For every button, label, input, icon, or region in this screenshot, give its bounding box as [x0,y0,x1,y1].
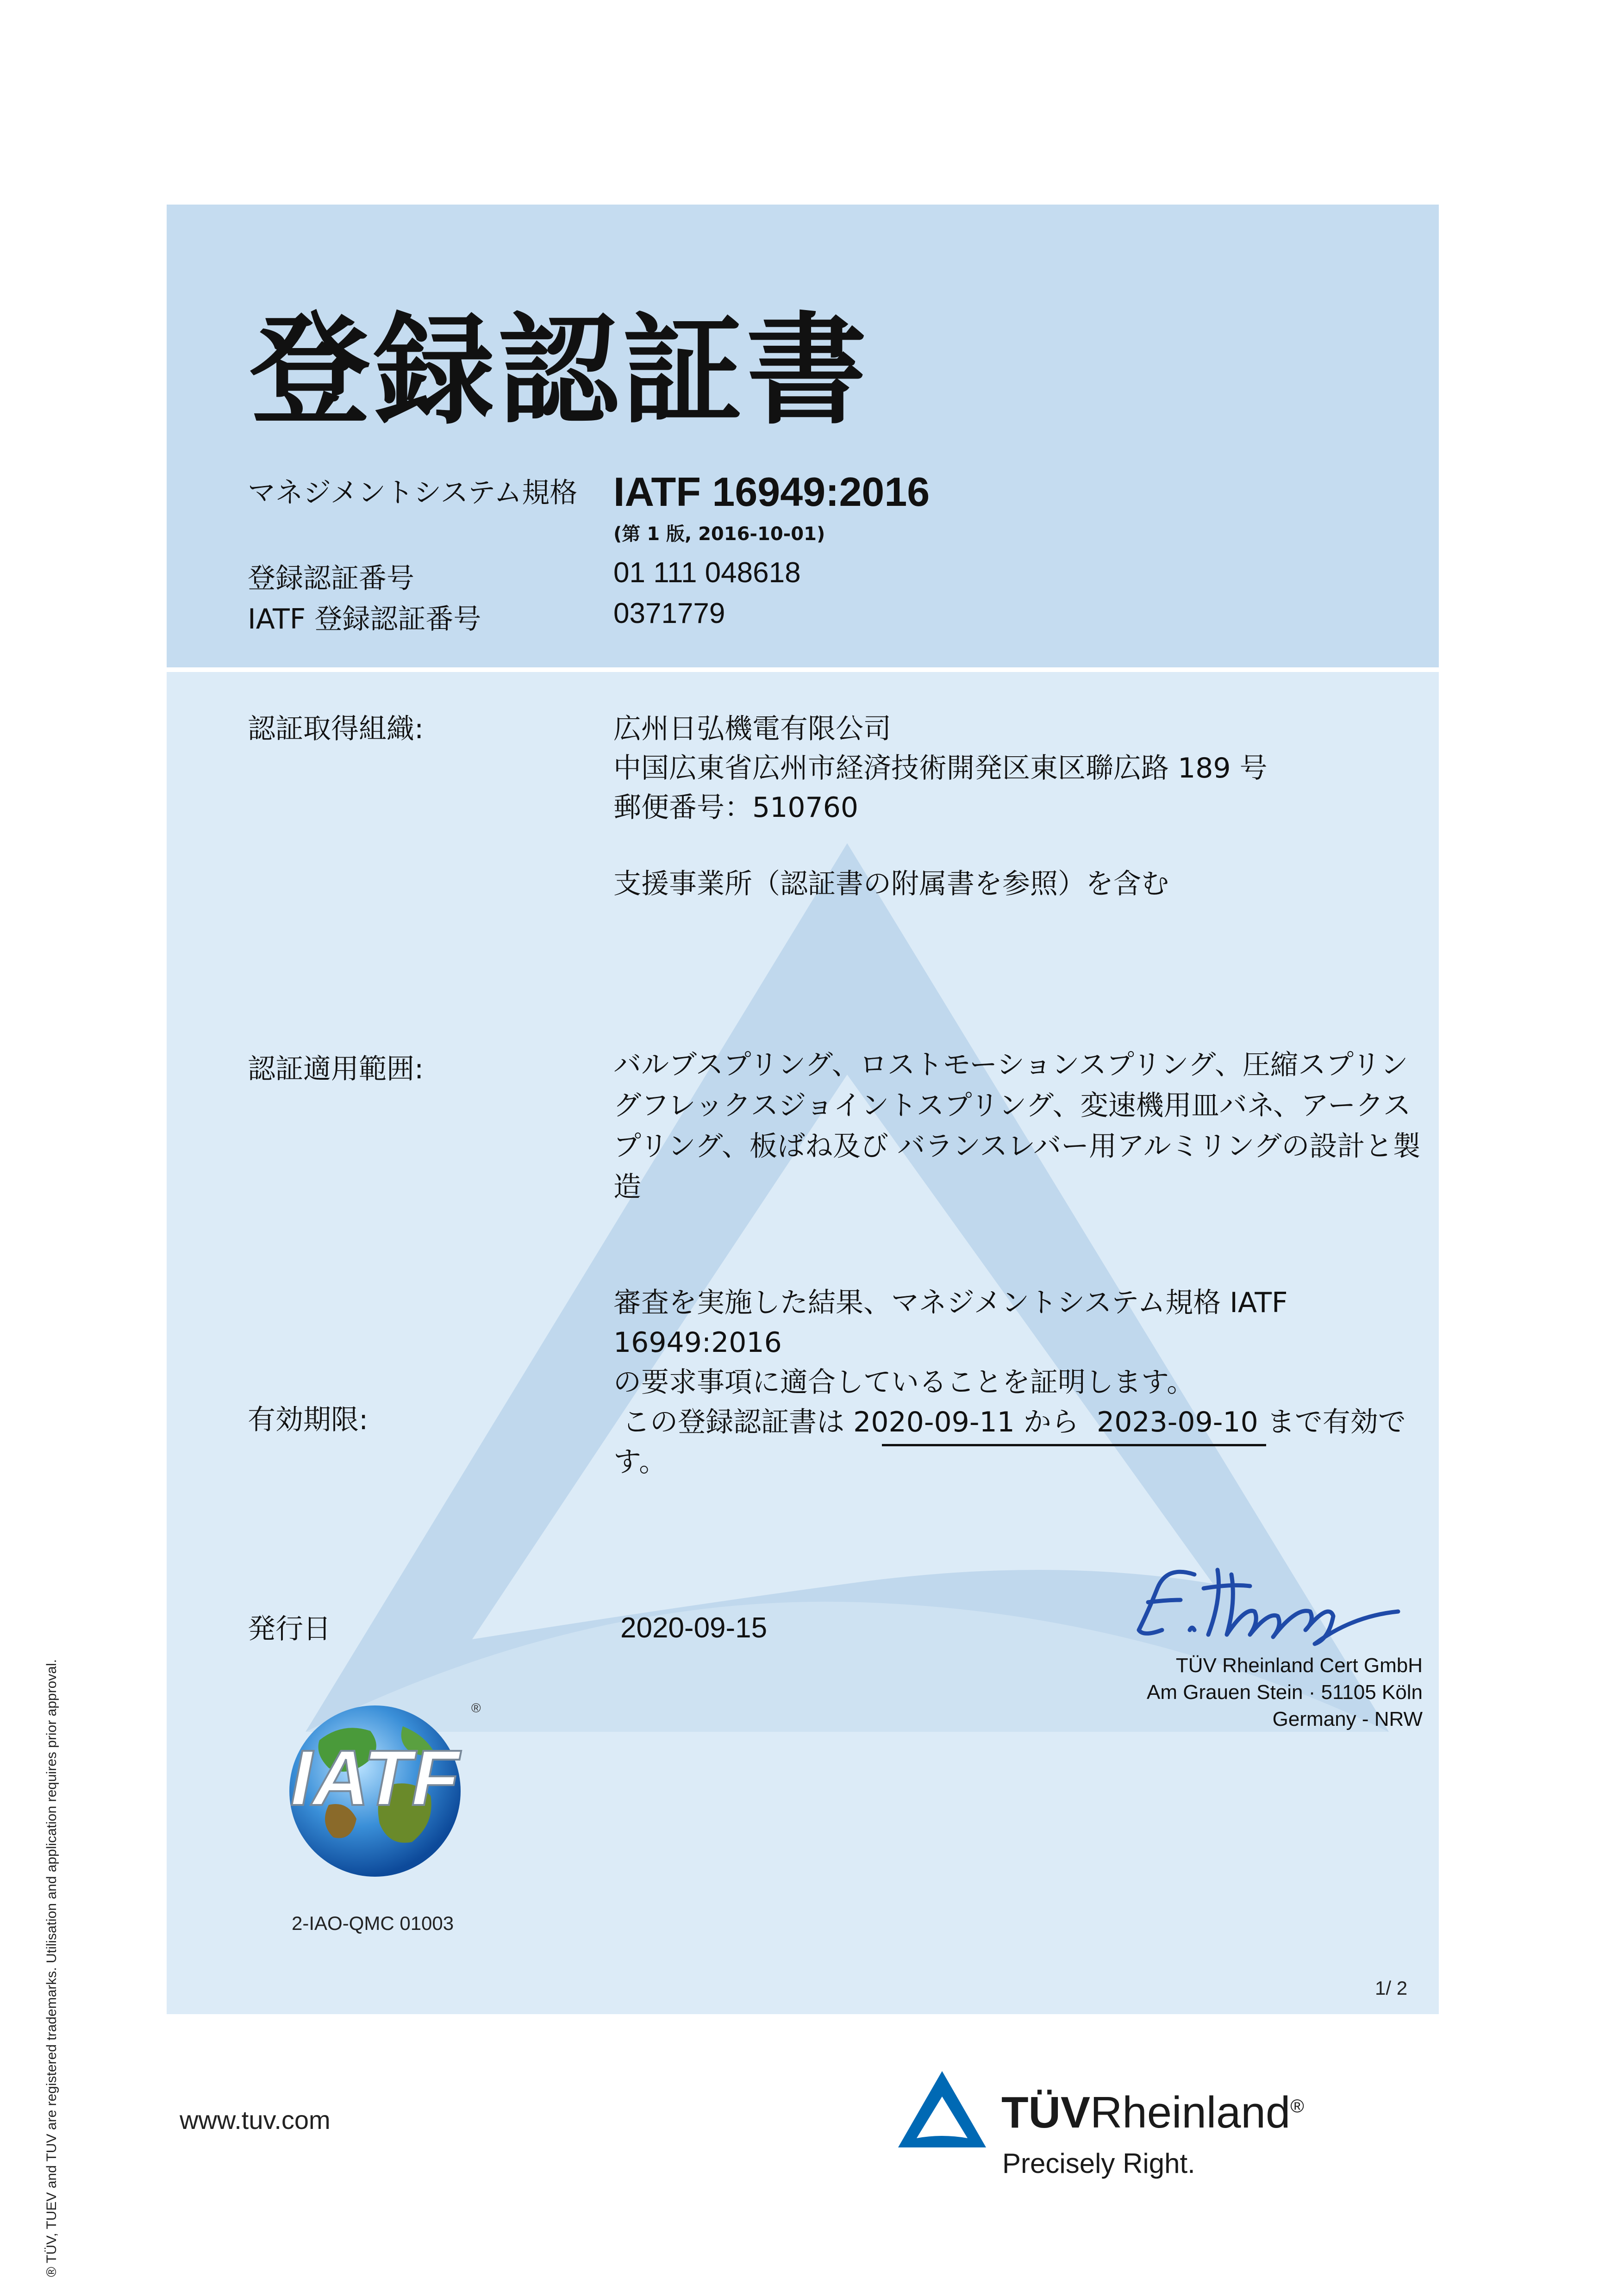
validity-label: 有効期限: [248,1404,369,1436]
organization-postal: 郵便番号：510760 [613,791,859,824]
issuer-country: Germany - NRW [1272,1708,1423,1730]
issue-date-label: 発行日 [248,1613,331,1645]
iatf-number: 0371779 [613,597,725,629]
conformity-statement [613,1283,1433,1482]
svg-text:®: ® [471,1701,481,1715]
standard-label: マネジメントシステム規格 [248,477,578,509]
website-link[interactable]: www.tuv.com [180,2105,331,2134]
page-number: 1/ 2 [1375,1977,1408,1999]
tuv-brand-name [1001,2087,1304,2138]
validity-period-line: この登録認証書は 2020-09-11 から 2023-09-10 まで有効で [613,1406,1406,1438]
standard-name: IATF 16949:2016 [613,469,930,515]
cert-number: 01 111 048618 [613,557,801,589]
support-sites-note: 支援事業所（認証書の附属書を参照）を含む [613,868,1169,900]
tuv-triangle-logo-icon [896,2069,988,2152]
cert-number-label: 登録認証番号 [248,562,414,595]
trademark-side-note: ® TÜV, TUEV and TUV are registered trademarks. Utilisation and application requires prior approval. [44,1659,59,2277]
tuv-brand-bold: TÜV [1001,2088,1090,2137]
issuer-company: TÜV Rheinland Cert GmbH [1175,1654,1423,1677]
scope-label: 認証適用範囲: [248,1053,424,1085]
organization-address: 中国広東省広州市経済技術開発区東区聯広路 189 号 [613,752,1268,784]
conformity-line-3: の要求事項に適合していることを証明します。 [613,1366,1195,1399]
signature-line [882,1444,1266,1446]
scope-text: バルブスプリング、ロストモーションスプリング、圧縮スプリングフレックスジョイントスプリング、変速機用皿バネ、アークスプリング、板ばね及び バランスレバー用アルミリングの設計と製造 [613,1049,1421,1203]
tuv-brand-registered: ® [1290,2096,1304,2116]
tuv-brand-rest: Rheinland [1090,2088,1291,2137]
conformity-line-1: 審査を実施した結果、マネジメントシステム規格 IATF [613,1287,1288,1319]
signature-icon [1111,1556,1407,1649]
iatf-globe-logo-icon [264,1685,486,1888]
issuer-block [1147,1652,1423,1733]
iatf-code: 2-IAO-QMC 01003 [292,1912,454,1934]
conformity-line-2: 16949:2016 [613,1326,782,1359]
tuv-slogan: Precisely Right. [1002,2148,1195,2179]
issuer-street: Am Grauen Stein · 51105 Köln [1147,1681,1423,1704]
organization-name: 広州日弘機電有限公司 [613,713,891,745]
certificate-title: 登録認証書 [250,301,870,441]
issue-date: 2020-09-15 [620,1612,768,1644]
standard-edition: (第 1 版, 2016-10-01) [613,523,825,545]
conformity-line-5: す。 [613,1446,667,1478]
iatf-logo-text: IATF [290,1734,460,1822]
organization-label: 認証取得組織: [248,713,424,745]
iatf-number-label: IATF 登録認証番号 [248,603,481,635]
